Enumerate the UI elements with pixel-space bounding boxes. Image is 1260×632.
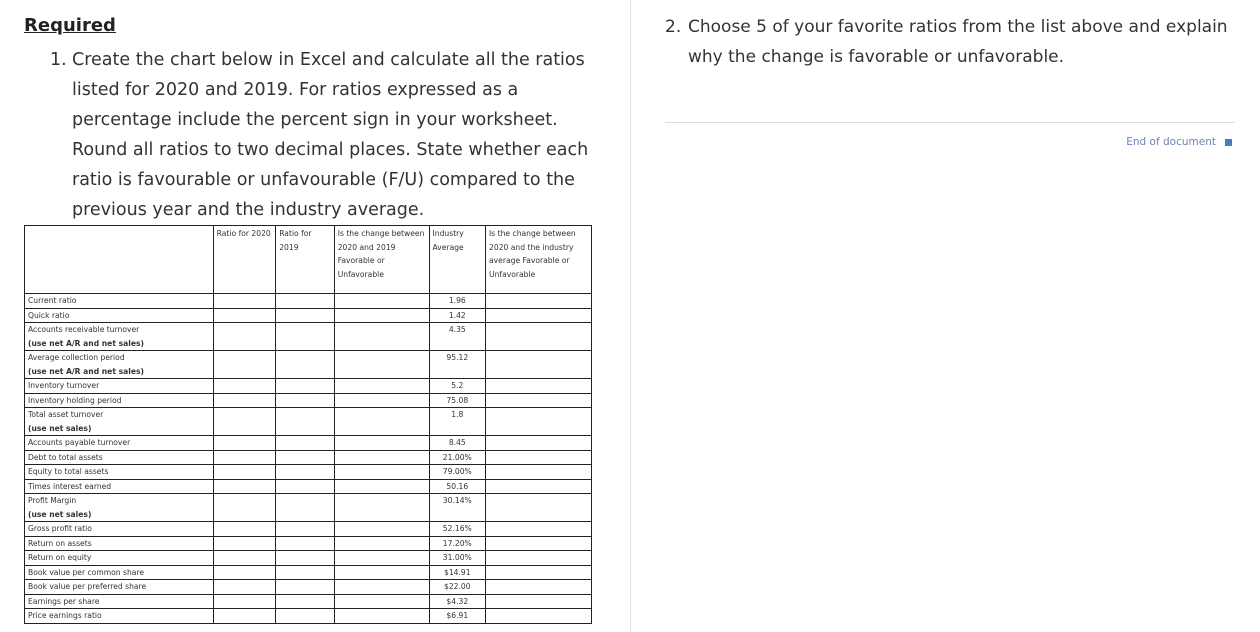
change-industry-cell[interactable] [486, 551, 592, 566]
change-2020-2019-cell[interactable] [334, 308, 429, 323]
ratio-2019-cell[interactable] [276, 308, 335, 323]
ratio-name-cell [25, 565, 214, 580]
ratio-2020-cell[interactable] [213, 465, 276, 480]
table-row [25, 436, 592, 451]
ratio-note: (use net A/R and net sales) [28, 338, 144, 348]
table-row [25, 594, 592, 609]
ratio-name-cell [25, 450, 214, 465]
industry-average-cell: 1.96 [429, 294, 485, 309]
required-heading: Required [24, 15, 116, 36]
change-industry-cell[interactable] [486, 465, 592, 480]
ratio-2019-cell[interactable] [276, 436, 335, 451]
table-row [25, 479, 592, 494]
change-industry-cell[interactable] [486, 580, 592, 595]
industry-average-cell: 50.16 [429, 479, 485, 494]
ratio-2020-cell[interactable] [213, 408, 276, 436]
change-2020-2019-cell[interactable] [334, 379, 429, 394]
change-2020-2019-cell[interactable] [334, 465, 429, 480]
industry-average-cell: $22.00 [429, 580, 485, 595]
change-industry-cell[interactable] [486, 594, 592, 609]
table-row [25, 551, 592, 566]
ratio-name-cell [25, 436, 214, 451]
ratio-name: Price earnings ratio [28, 611, 102, 620]
ratio-2019-cell[interactable] [276, 465, 335, 480]
ratio-2020-cell[interactable] [213, 551, 276, 566]
change-industry-cell[interactable] [486, 536, 592, 551]
ratio-2020-cell[interactable] [213, 393, 276, 408]
end-of-document-label: End of document [1126, 136, 1216, 148]
ratio-note: (use net A/R and net sales) [28, 366, 144, 376]
ratio-2019-cell[interactable] [276, 609, 335, 624]
table-row [25, 536, 592, 551]
change-2020-2019-cell[interactable] [334, 393, 429, 408]
industry-average-cell: 95.12 [429, 351, 485, 379]
ratio-2019-cell[interactable] [276, 294, 335, 309]
ratio-2020-cell[interactable] [213, 522, 276, 537]
ratio-2019-cell[interactable] [276, 494, 335, 522]
ratio-name: Profit Margin [28, 496, 77, 505]
ratio-name-cell [25, 594, 214, 609]
ratio-name: Inventory turnover [28, 381, 100, 390]
header-ratio-2019: Ratio for 2019 [276, 226, 335, 294]
ratio-2019-cell[interactable] [276, 323, 335, 351]
ratio-2020-cell[interactable] [213, 294, 276, 309]
industry-average-cell: 17.20% [429, 536, 485, 551]
table-row [25, 522, 592, 537]
change-2020-2019-cell[interactable] [334, 609, 429, 624]
ratio-2020-cell[interactable] [213, 436, 276, 451]
ratio-name-cell [25, 479, 214, 494]
ratio-table [24, 225, 592, 624]
ratio-name-cell [25, 609, 214, 624]
ratio-2019-cell[interactable] [276, 522, 335, 537]
header-change-2020-2019: Is the change between 2020 and 2019 Favorable or Unfavorable [334, 226, 429, 294]
industry-average-cell: 30.14% [429, 494, 485, 522]
ratio-2020-cell[interactable] [213, 594, 276, 609]
ratio-2020-cell[interactable] [213, 536, 276, 551]
ratio-name: Quick ratio [28, 310, 70, 320]
ratio-name-cell [25, 308, 214, 323]
ratio-2019-cell[interactable] [276, 379, 335, 394]
change-industry-cell[interactable] [486, 351, 592, 379]
change-2020-2019-cell[interactable] [334, 450, 429, 465]
question-2 [665, 12, 1255, 72]
table-row [25, 565, 592, 580]
change-industry-cell[interactable] [486, 323, 592, 351]
ratio-name: Equity to total assets [28, 467, 109, 476]
ratio-name-cell [25, 408, 214, 436]
change-industry-cell[interactable] [486, 308, 592, 323]
change-2020-2019-cell[interactable] [334, 408, 429, 436]
change-2020-2019-cell[interactable] [334, 522, 429, 537]
ratio-name-cell [25, 323, 214, 351]
ratio-2019-cell[interactable] [276, 479, 335, 494]
question-2-text: Choose 5 of your favorite ratios from the list above and explain why the change is favorable or unfavorable. [688, 17, 1228, 67]
ratio-name: Book value per common share [28, 567, 145, 577]
ratio-2020-cell[interactable] [213, 479, 276, 494]
change-2020-2019-cell[interactable] [334, 294, 429, 309]
change-industry-cell[interactable] [486, 436, 592, 451]
table-row [25, 465, 592, 480]
change-industry-cell[interactable] [486, 393, 592, 408]
change-2020-2019-cell[interactable] [334, 323, 429, 351]
change-2020-2019-cell[interactable] [334, 479, 429, 494]
header-ratio-name [25, 226, 214, 294]
ratio-name-cell [25, 465, 214, 480]
ratio-2020-cell[interactable] [213, 308, 276, 323]
ratio-name-cell [25, 580, 214, 595]
table-row [25, 379, 592, 394]
ratio-2020-cell[interactable] [213, 323, 276, 351]
industry-average-cell: 1.42 [429, 308, 485, 323]
change-2020-2019-cell[interactable] [334, 436, 429, 451]
ratio-name-cell [25, 551, 214, 566]
ratio-name: Inventory holding period [28, 395, 122, 405]
change-industry-cell[interactable] [486, 609, 592, 624]
ratio-name: Total asset turnover [28, 410, 104, 419]
question-1-text: Create the chart below in Excel and calculate all the ratios listed for 2020 and 2019. For ratios expressed as a percentage include the percent sign in your worksheet. Round all ratios to two decimal places. State whether each ratio is favourable or unfavourable (F/U) compared to the previous year and the industry average. [72, 50, 589, 220]
change-industry-cell[interactable] [486, 408, 592, 436]
ratio-2019-cell[interactable] [276, 408, 335, 436]
ratio-name-cell [25, 522, 214, 537]
ratio-name: Return on assets [28, 538, 92, 548]
ratio-2020-cell[interactable] [213, 609, 276, 624]
industry-average-cell: 52.16% [429, 522, 485, 537]
table-row [25, 393, 592, 408]
change-industry-cell[interactable] [486, 450, 592, 465]
table-row [25, 294, 592, 309]
change-2020-2019-cell[interactable] [334, 494, 429, 522]
right-page [631, 0, 1260, 632]
industry-average-cell: 4.35 [429, 323, 485, 351]
change-2020-2019-cell[interactable] [334, 580, 429, 595]
change-industry-cell[interactable] [486, 494, 592, 522]
header-industry-average: Industry Average [429, 226, 485, 294]
industry-average-cell: 5.2 [429, 379, 485, 394]
ratio-name-cell [25, 536, 214, 551]
section-rule [665, 122, 1235, 123]
ratio-name: Accounts receivable turnover [28, 325, 140, 334]
ratio-name-cell [25, 351, 214, 379]
table-row [25, 580, 592, 595]
industry-average-cell: 21.00% [429, 450, 485, 465]
table-row [25, 308, 592, 323]
ratio-name: Average collection period [28, 353, 125, 362]
ratio-2020-cell[interactable] [213, 379, 276, 394]
ratio-2019-cell[interactable] [276, 450, 335, 465]
table-row [25, 323, 592, 351]
change-2020-2019-cell[interactable] [334, 351, 429, 379]
header-ratio-2020: Ratio for 2020 [213, 226, 276, 294]
industry-average-cell: 31.00% [429, 551, 485, 566]
industry-average-cell: 8.45 [429, 436, 485, 451]
industry-average-cell: 79.00% [429, 465, 485, 480]
ratio-2019-cell[interactable] [276, 551, 335, 566]
question-1 [50, 45, 610, 225]
ratio-name: Times interest earned [28, 481, 112, 491]
ratio-2019-cell[interactable] [276, 536, 335, 551]
industry-average-cell: 75.08 [429, 393, 485, 408]
change-industry-cell[interactable] [486, 522, 592, 537]
ratio-name: Debt to total assets [28, 452, 103, 462]
industry-average-cell: 1.8 [429, 408, 485, 436]
header-change-industry: Is the change between 2020 and the industry average Favorable or Unfavorable [486, 226, 592, 294]
change-industry-cell[interactable] [486, 479, 592, 494]
ratio-name-cell [25, 393, 214, 408]
ratio-2020-cell[interactable] [213, 494, 276, 522]
table-row [25, 494, 592, 522]
industry-average-cell: $4.32 [429, 594, 485, 609]
ratio-2019-cell[interactable] [276, 594, 335, 609]
change-2020-2019-cell[interactable] [334, 536, 429, 551]
change-industry-cell[interactable] [486, 565, 592, 580]
industry-average-cell: $6.91 [429, 609, 485, 624]
ratio-name: Current ratio [28, 296, 77, 305]
change-industry-cell[interactable] [486, 294, 592, 309]
table-row [25, 450, 592, 465]
ratio-table-body [25, 294, 592, 624]
ratio-2020-cell[interactable] [213, 565, 276, 580]
industry-average-cell: $14.91 [429, 565, 485, 580]
question-2-number: 2. [665, 17, 682, 37]
ratio-name-cell [25, 294, 214, 309]
table-row [25, 351, 592, 379]
ratio-note: (use net sales) [28, 509, 92, 519]
ratio-2020-cell[interactable] [213, 580, 276, 595]
change-2020-2019-cell[interactable] [334, 565, 429, 580]
ratio-name: Gross profit ratio [28, 524, 92, 533]
ratio-2020-cell[interactable] [213, 450, 276, 465]
ratio-2019-cell[interactable] [276, 393, 335, 408]
ratio-name: Return on equity [28, 553, 92, 562]
change-2020-2019-cell[interactable] [334, 551, 429, 566]
ratio-name: Earnings per share [28, 596, 100, 606]
ratio-note: (use net sales) [28, 423, 92, 433]
ratio-2019-cell[interactable] [276, 580, 335, 595]
ratio-name: Accounts payable turnover [28, 438, 131, 447]
ratio-name-cell [25, 379, 214, 394]
change-industry-cell[interactable] [486, 379, 592, 394]
ratio-table-header-row [25, 226, 592, 294]
ratio-2019-cell[interactable] [276, 565, 335, 580]
ratio-2020-cell[interactable] [213, 351, 276, 379]
ratio-name-cell [25, 494, 214, 522]
table-row [25, 609, 592, 624]
ratio-name: Book value per preferred share [28, 582, 147, 591]
change-2020-2019-cell[interactable] [334, 594, 429, 609]
end-marker-icon [1225, 139, 1232, 146]
question-1-number: 1. [50, 50, 67, 70]
ratio-2019-cell[interactable] [276, 351, 335, 379]
table-row [25, 408, 592, 436]
